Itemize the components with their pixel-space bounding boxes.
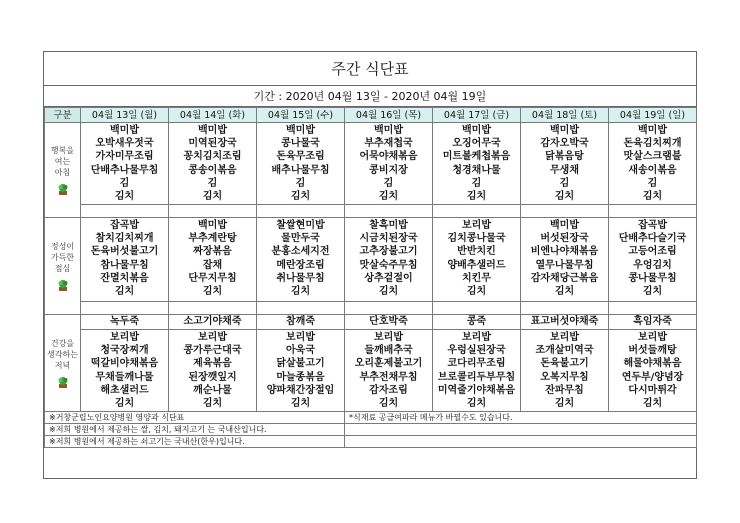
menu-cell: [609, 218, 697, 302]
menu-item: 양배추샐러드: [447, 259, 506, 271]
menu-cell: [345, 123, 433, 205]
soup-cell: 표고버섯야채죽: [521, 315, 609, 330]
menu-item: 감자채당근볶음: [530, 272, 599, 284]
menu-item: 참치김치찌개: [95, 233, 154, 245]
menu-item: 미역줄기야채볶음: [437, 384, 516, 396]
menu-item: 보리밥: [110, 332, 139, 343]
header-day: 04월 17일 (금): [433, 108, 521, 123]
menu-item: 백미밥: [550, 125, 579, 136]
menu-item: 김치: [554, 190, 575, 202]
menu-item: 김치: [554, 285, 575, 297]
menu-cell: [433, 330, 521, 412]
menu-item: 백미밥: [374, 125, 403, 136]
menu-cell: [521, 123, 609, 205]
menu-item: 보리밥: [638, 332, 667, 343]
menu-item: 백미밥: [198, 220, 227, 231]
menu-item: 김치: [642, 190, 663, 202]
note-text: *식재료 공급여파라 메뉴가 바뀔수도 있습니다.: [345, 412, 697, 424]
menu-item: 콩송이볶음: [188, 164, 237, 176]
menu-item: 제육볶음: [193, 358, 232, 370]
menu-item: 김치: [378, 285, 399, 297]
menu-item: 오리훈제불고기: [354, 358, 423, 370]
menu-item: 고추장불고기: [359, 246, 418, 258]
menu-item: 된장깻잎지: [188, 371, 237, 383]
menu-item: 배추나물무침: [271, 164, 330, 176]
menu-item: 김: [119, 177, 130, 189]
menu-item: 오박새우젓국: [95, 138, 154, 150]
menu-item: 무채들깨나물: [95, 371, 154, 383]
menu-item: 오복지무침: [540, 371, 589, 383]
header-day: 04월 16일 (목): [345, 108, 433, 123]
dinner-soup-row: [45, 315, 697, 330]
menu-item: 우엉김치: [633, 259, 672, 271]
menu-item: 열무나물무침: [535, 259, 594, 271]
menu-item: 보리밥: [462, 332, 491, 343]
header-day: 04월 19일 (일): [609, 108, 697, 123]
menu-item: 참나물무침: [100, 259, 149, 271]
menu-cell: [609, 123, 697, 205]
menu-item: 미트볼케첩볶음: [442, 151, 511, 163]
menu-cell: [169, 218, 257, 302]
menu-item: 김: [295, 177, 306, 189]
plant-icon: [56, 278, 70, 292]
menu-item: 오징어무국: [452, 138, 501, 150]
menu-item: 단무지무침: [188, 272, 237, 284]
menu-cell: [345, 330, 433, 412]
menu-item: 돈육무조림: [276, 151, 325, 163]
menu-item: 연두부/양념장: [621, 371, 684, 383]
menu-item: 물만두국: [281, 233, 320, 245]
menu-item: 아욱국: [286, 345, 315, 357]
menu-item: 김치: [202, 285, 223, 297]
menu-item: 김치: [466, 397, 487, 409]
plant-icon: [56, 182, 70, 196]
note-row: [45, 436, 697, 448]
menu-item: 보리밥: [198, 332, 227, 343]
menu-item: 김치: [642, 285, 663, 297]
soup-cell: 흑임자죽: [609, 315, 697, 330]
menu-item: 콩비지장: [369, 164, 408, 176]
menu-item: 버섯들깨탕: [628, 345, 677, 357]
header-day: 04월 13일 (월): [81, 108, 169, 123]
menu-item: 새송이볶음: [628, 164, 677, 176]
menu-item: 김치: [290, 397, 311, 409]
menu-item: 잔파무침: [545, 384, 584, 396]
menu-item: 잡곡밥: [110, 220, 139, 231]
menu-item: 해물야채볶음: [623, 358, 682, 370]
menu-item: 무생채: [550, 164, 579, 176]
menu-item: 버섯된장국: [540, 233, 589, 245]
menu-item: 찰쌀현미밥: [276, 220, 325, 231]
menu-item: 김치: [202, 190, 223, 202]
menu-item: 김: [383, 177, 394, 189]
menu-item: 찰흑미밥: [369, 220, 408, 231]
menu-item: 김치: [290, 285, 311, 297]
menu-item: 잡채: [202, 259, 223, 271]
spacer-row: [45, 205, 697, 218]
menu-cell: [521, 218, 609, 302]
menu-cell: [345, 218, 433, 302]
menu-item: 가자미무조림: [95, 151, 154, 163]
menu-item: 콩나물무침: [628, 272, 677, 284]
menu-cell: [257, 123, 345, 205]
menu-cell: [257, 218, 345, 302]
menu-item: 잡곡밥: [638, 220, 667, 231]
menu-item: 김치콩나물국: [447, 233, 506, 245]
menu-item: 들깨배추국: [364, 345, 413, 357]
menu-item: 보리밥: [550, 332, 579, 343]
menu-item: 김치: [378, 190, 399, 202]
menu-item: 코다리무조림: [447, 358, 506, 370]
menu-cell: [81, 218, 169, 302]
menu-item: 다시마튀각: [628, 384, 677, 396]
menu-item: 콩나물국: [281, 138, 320, 150]
plant-icon: [56, 375, 70, 389]
menu-item: 김치: [114, 285, 135, 297]
menu-item: 어묵야채볶음: [359, 151, 418, 163]
lunch-row: [45, 218, 697, 302]
menu-item: 반반치킨: [457, 246, 496, 258]
menu-item: 돈육불고기: [540, 358, 589, 370]
menu-item: 단배추나물무침: [90, 164, 159, 176]
menu-item: 김치: [466, 190, 487, 202]
menu-item: 백미밥: [638, 125, 667, 136]
soup-cell: 단호박죽: [345, 315, 433, 330]
menu-item: 김치: [642, 397, 663, 409]
menu-item: 감자오박국: [540, 138, 589, 150]
menu-cell: [169, 123, 257, 205]
menu-item: 김치: [466, 285, 487, 297]
menu-item: 잔멸치볶음: [100, 272, 149, 284]
menu-item: 김치: [114, 397, 135, 409]
menu-item: 조개살미역국: [535, 345, 594, 357]
menu-item: 브로콜리두부무침: [437, 371, 516, 383]
menu-item: 김: [207, 177, 218, 189]
menu-item: 단배추다슬기국: [618, 233, 687, 245]
menu-item: 보리밥: [374, 332, 403, 343]
meal-label-dinner: 건강을 생각하는 저녁: [45, 315, 81, 412]
note-text: ※거창군립노인요양병원 영양과 식단표: [45, 412, 345, 424]
menu-item: 부추재첩국: [364, 138, 413, 150]
menu-item: 취나물무침: [276, 272, 325, 284]
menu-item: 마늘종볶음: [276, 371, 325, 383]
note-text: ※저희 병원에서 제공하는 쌀, 김치, 돼지고기 는 국내산입니다.: [45, 424, 345, 436]
menu-item: 짜장볶음: [193, 246, 232, 258]
soup-cell: 콩죽: [433, 315, 521, 330]
menu-item: 부추전채무침: [359, 371, 418, 383]
header-day: 04월 18일 (토): [521, 108, 609, 123]
menu-cell: [609, 330, 697, 412]
note-row: [45, 424, 697, 436]
menu-item: 보리밥: [462, 220, 491, 231]
menu-item: 양파채간장절임: [266, 384, 335, 396]
menu-item: 맛살숙주무침: [359, 259, 418, 271]
menu-item: 고등어조림: [628, 246, 677, 258]
menu-item: 닭볶음탕: [545, 151, 584, 163]
menu-item: 해초샐러드: [100, 384, 149, 396]
menu-item: 비엔나야채볶음: [530, 246, 599, 258]
menu-cell: [521, 330, 609, 412]
menu-item: 백미밥: [198, 125, 227, 136]
header-row: [45, 108, 697, 123]
menu-item: 맛살스크램블: [623, 151, 682, 163]
menu-item: 부추계란탕: [188, 233, 237, 245]
menu-item: 떡갈비야채볶음: [90, 358, 159, 370]
menu-item: 감자조림: [369, 384, 408, 396]
note-text: ※저희 병원에서 제공하는 쇠고기는 국내산(한우)입니다.: [45, 436, 345, 448]
menu-item: 미역된장국: [188, 138, 237, 150]
menu-item: 닭살불고기: [276, 358, 325, 370]
soup-cell: 녹두죽: [81, 315, 169, 330]
page-title: 주간 식단표: [44, 52, 696, 86]
menu-item: 메란장조림: [276, 259, 325, 271]
spacer-row: [45, 302, 697, 315]
menu-cell: [433, 218, 521, 302]
menu-table: [44, 107, 697, 448]
menu-cell: [81, 123, 169, 205]
breakfast-row: [45, 123, 697, 205]
menu-item: 콩가루근대국: [183, 345, 242, 357]
menu-sheet: [43, 51, 697, 479]
menu-item: 보리밥: [286, 332, 315, 343]
meal-label-breakfast: 행복을 여는 아침: [45, 123, 81, 218]
menu-item: 백미밥: [286, 125, 315, 136]
menu-item: 백미밥: [110, 125, 139, 136]
menu-item: 김: [647, 177, 658, 189]
menu-item: 백미밥: [462, 125, 491, 136]
menu-item: 시금치된장국: [359, 233, 418, 245]
menu-item: 김치: [202, 397, 223, 409]
menu-item: 돈육김치찌개: [623, 138, 682, 150]
menu-item: 김치: [378, 397, 399, 409]
menu-item: 청국장찌개: [100, 345, 149, 357]
period-text: 기간 : 2020년 04월 13일 - 2020년 04월 19일: [44, 86, 696, 107]
menu-item: 김치: [290, 190, 311, 202]
menu-item: 청경채나물: [452, 164, 501, 176]
menu-item: 치킨무: [462, 272, 491, 284]
menu-item: 상추겉절이: [364, 272, 413, 284]
header-day: 04월 14일 (화): [169, 108, 257, 123]
header-day: 04월 15일 (수): [257, 108, 345, 123]
dinner-row: [45, 330, 697, 412]
menu-item: 김치: [114, 190, 135, 202]
note-row: [45, 412, 697, 424]
menu-cell: [433, 123, 521, 205]
menu-item: 우렁실된장국: [447, 345, 506, 357]
menu-item: 돈육버섯불고기: [90, 246, 159, 258]
menu-item: 김: [471, 177, 482, 189]
menu-item: 김: [559, 177, 570, 189]
menu-cell: [169, 330, 257, 412]
menu-cell: [257, 330, 345, 412]
menu-item: 분홍소세지전: [271, 246, 330, 258]
menu-item: 깨순나물: [193, 384, 232, 396]
soup-cell: 참깨죽: [257, 315, 345, 330]
menu-item: 김치: [554, 397, 575, 409]
menu-item: 꽁치김치조림: [183, 151, 242, 163]
soup-cell: 소고기야채죽: [169, 315, 257, 330]
menu-item: 백미밥: [550, 220, 579, 231]
menu-cell: [81, 330, 169, 412]
header-corner: 구분: [45, 108, 81, 123]
meal-label-lunch: 정성이 가득한 점심: [45, 218, 81, 315]
